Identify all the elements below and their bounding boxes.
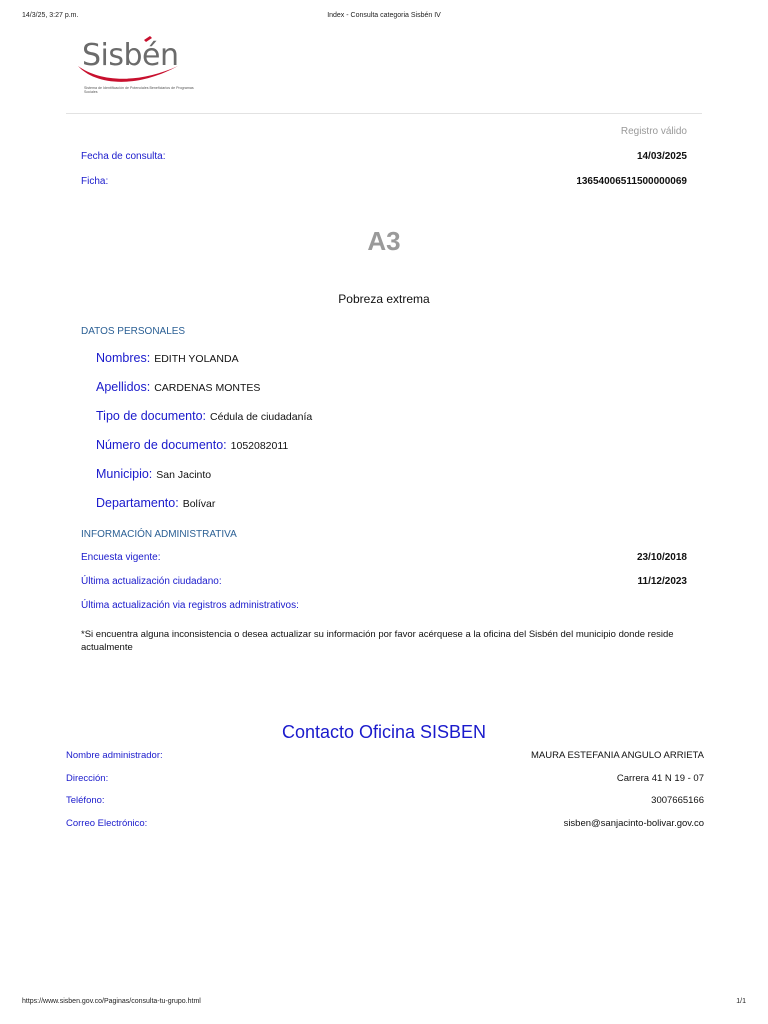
apellidos-label: Apellidos: bbox=[96, 380, 151, 394]
departamento-value: Bolívar bbox=[182, 498, 216, 510]
sisben-logo[interactable] bbox=[74, 36, 194, 100]
ficha-value: 13654006511500000069 bbox=[576, 176, 687, 187]
ficha-label: Ficha: bbox=[81, 176, 109, 187]
direccion-value: Carrera 41 N 19 - 07 bbox=[616, 773, 704, 784]
logo-tagline: Sistema de Identificación de Potenciales Beneficiarios de Programas Sociales bbox=[84, 86, 194, 95]
row-ficha bbox=[81, 176, 687, 190]
ultima-actualizacion-registros-label: Última actualización via registros administrativos: bbox=[81, 600, 299, 611]
row-nombre-administrador bbox=[66, 750, 704, 764]
print-footer bbox=[22, 998, 746, 1010]
logo-wordmark: Sisbén bbox=[82, 38, 179, 73]
row-direccion bbox=[66, 773, 704, 787]
contact-office-title: Contacto Oficina SISBEN bbox=[281, 722, 487, 742]
nombres-label: Nombres: bbox=[96, 351, 151, 365]
row-ultima-actualizacion-ciudadano bbox=[81, 576, 687, 590]
status-badge: Registro válido bbox=[620, 126, 687, 137]
row-correo-electronico bbox=[66, 818, 704, 832]
field-departamento bbox=[96, 494, 215, 512]
encuesta-vigente-value: 23/10/2018 bbox=[636, 552, 687, 563]
section-informacion-administrativa: INFORMACIÓN ADMINISTRATIVA bbox=[81, 529, 237, 540]
apellidos-value: CARDENAS MONTES bbox=[154, 382, 261, 394]
field-municipio bbox=[96, 465, 211, 483]
field-nombres bbox=[96, 349, 239, 367]
row-telefono bbox=[66, 795, 704, 809]
tipo-documento-value: Cédula de ciudadanía bbox=[210, 411, 313, 423]
field-apellidos bbox=[96, 378, 260, 396]
nombres-value: EDITH YOLANDA bbox=[154, 353, 239, 365]
departamento-label: Departamento: bbox=[96, 496, 179, 510]
print-header bbox=[22, 12, 746, 24]
fecha-consulta-label: Fecha de consulta: bbox=[81, 151, 166, 162]
correo-electronico-value[interactable]: sisben@sanjacinto-bolivar.gov.co bbox=[563, 818, 704, 829]
nombre-administrador-label: Nombre administrador: bbox=[66, 750, 163, 761]
telefono-value: 3007665166 bbox=[651, 795, 704, 806]
numero-documento-label: Número de documento: bbox=[96, 438, 227, 452]
direccion-label: Dirección: bbox=[66, 773, 109, 784]
row-ultima-actualizacion-registros bbox=[81, 600, 687, 614]
group-code: A3 bbox=[367, 226, 401, 256]
section-datos-personales: DATOS PERSONALES bbox=[81, 326, 186, 337]
numero-documento-value: 1052082011 bbox=[230, 440, 289, 452]
ultima-actualizacion-ciudadano-label: Última actualización ciudadano: bbox=[81, 576, 222, 587]
correo-electronico-label: Correo Electrónico: bbox=[66, 818, 148, 829]
print-page-title: Index - Consulta categoria Sisbén IV bbox=[327, 12, 441, 19]
encuesta-vigente-label: Encuesta vigente: bbox=[81, 552, 161, 563]
nombre-administrador-value: MAURA ESTEFANIA ANGULO ARRIETA bbox=[531, 750, 704, 761]
tipo-documento-label: Tipo de documento: bbox=[96, 409, 207, 423]
field-tipo-documento bbox=[96, 407, 312, 425]
row-fecha-consulta bbox=[81, 151, 687, 165]
print-page-number: 1/1 bbox=[736, 998, 746, 1005]
row-encuesta-vigente bbox=[81, 552, 687, 566]
municipio-value: San Jacinto bbox=[156, 469, 212, 481]
group-description: Pobreza extrema bbox=[338, 292, 430, 306]
ultima-actualizacion-ciudadano-value: 11/12/2023 bbox=[637, 576, 687, 587]
inconsistency-notice: *Si encuentra alguna inconsistencia o desea actualizar su información por favor acérquese a la oficina del Sisbén del municipio donde reside actualmente bbox=[81, 629, 674, 653]
field-numero-documento bbox=[96, 436, 288, 454]
print-url[interactable]: https://www.sisben.gov.co/Paginas/consulta-tu-grupo.html bbox=[22, 998, 201, 1005]
print-datetime: 14/3/25, 3:27 p.m. bbox=[22, 12, 79, 19]
header-divider bbox=[66, 113, 702, 114]
telefono-label: Teléfono: bbox=[66, 795, 105, 806]
municipio-label: Municipio: bbox=[96, 467, 153, 481]
fecha-consulta-value: 14/03/2025 bbox=[636, 151, 687, 162]
